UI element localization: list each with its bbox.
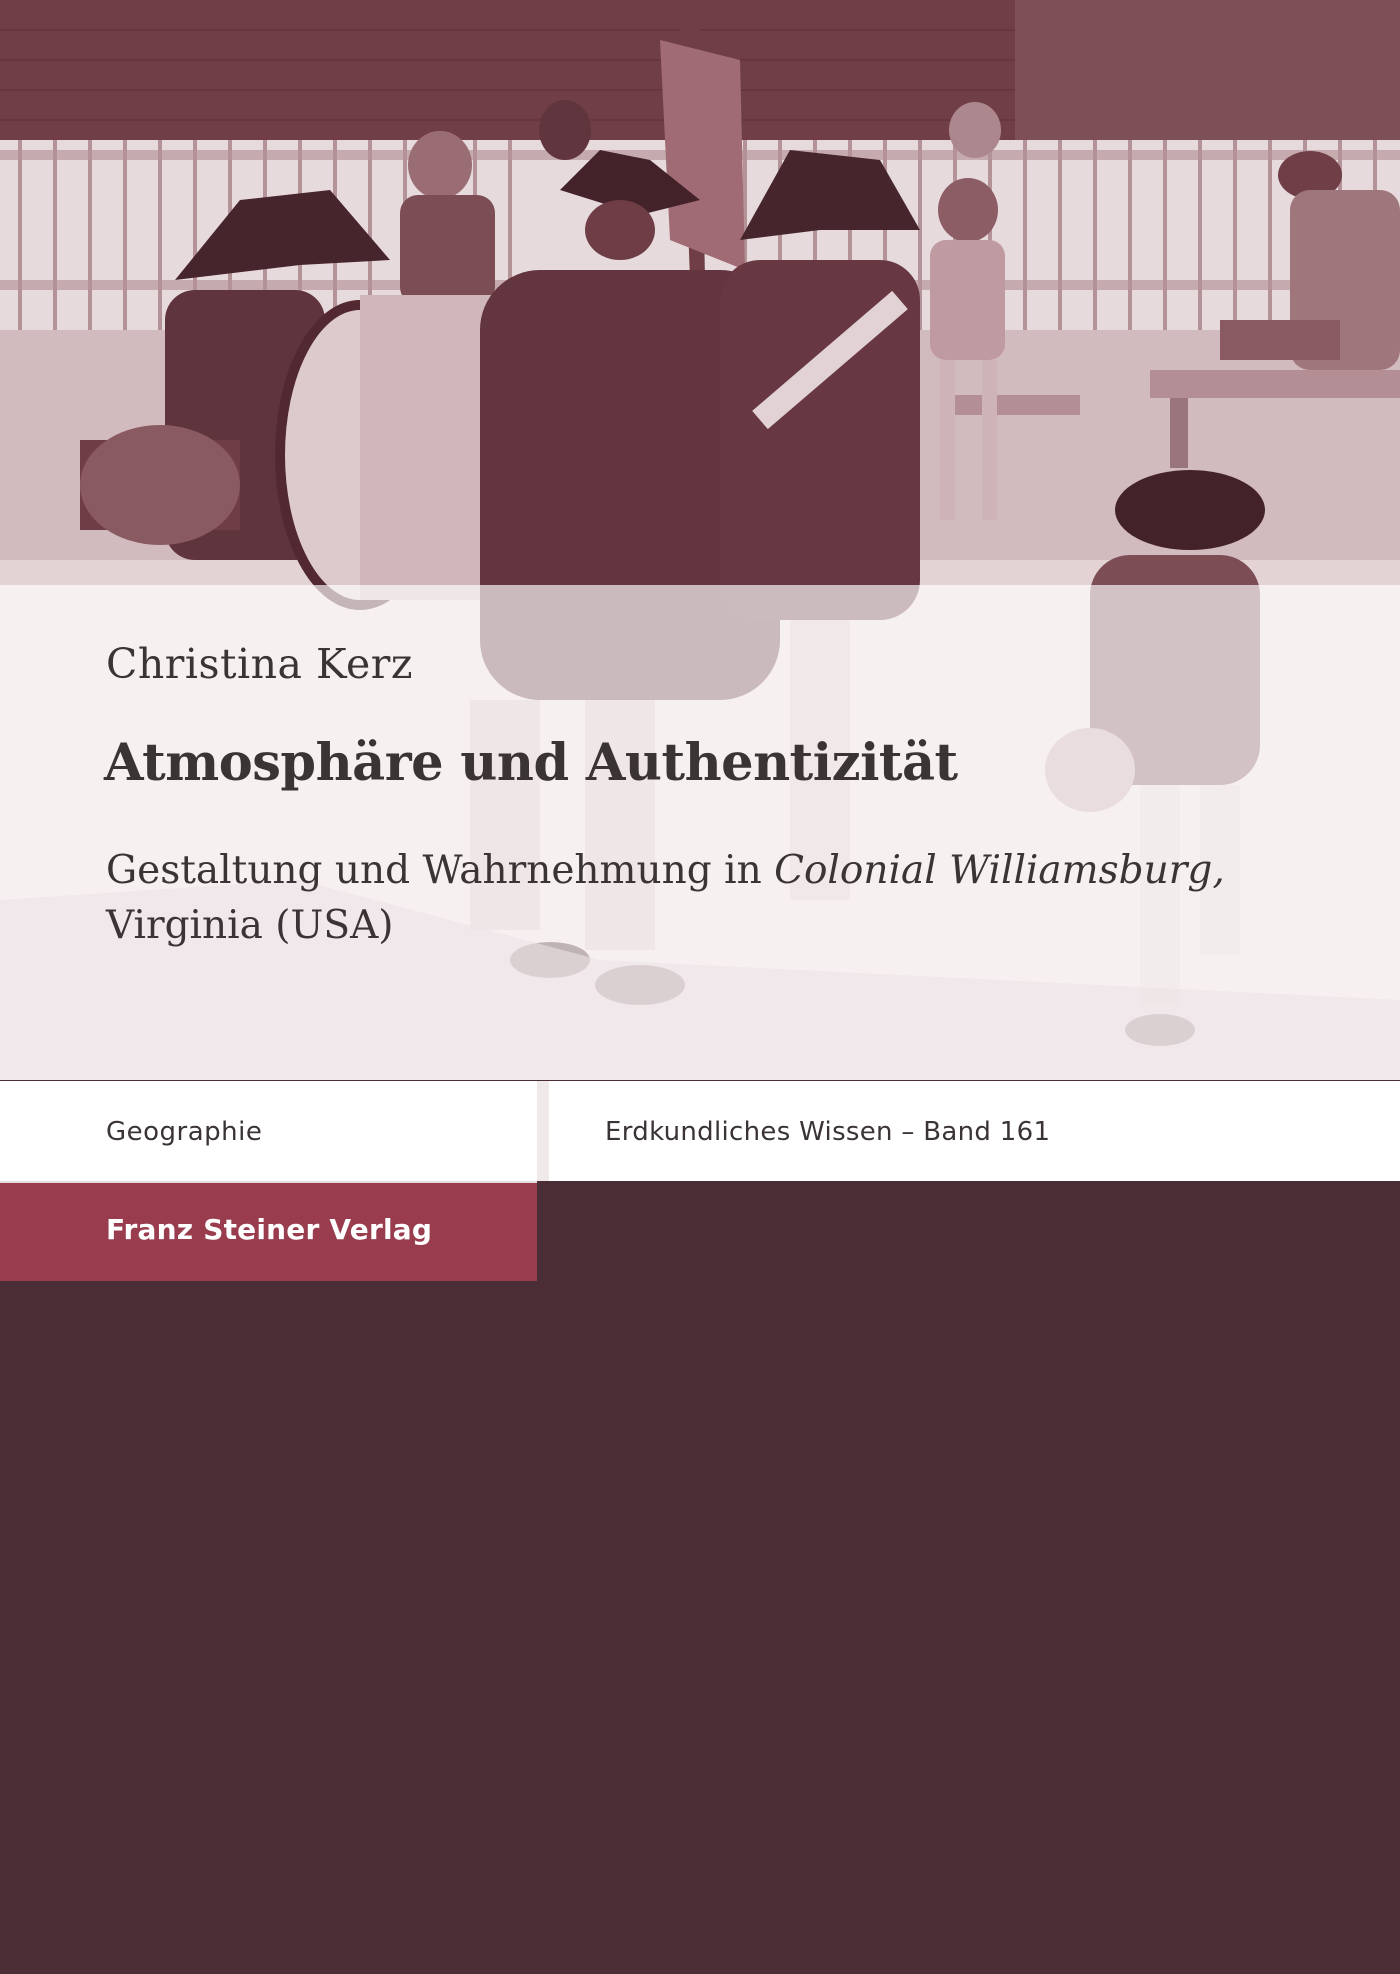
- subject-field: Geographie: [106, 1117, 263, 1147]
- subtitle-text: Gestaltung und Wahrnehmung in: [106, 848, 775, 893]
- subtitle-second-line: Virginia (USA): [106, 903, 394, 948]
- author-name: Christina Kerz: [106, 640, 413, 688]
- publisher-name: Franz Steiner Verlag: [106, 1213, 433, 1246]
- subtitle-italic-text: Colonial Williamsburg,: [774, 848, 1225, 893]
- book-title: Atmosphäre und Authentizität: [104, 733, 958, 793]
- series-label: Erdkundliches Wissen – Band 161: [605, 1117, 1051, 1147]
- book-subtitle: [106, 843, 1306, 953]
- band-divider: [537, 1081, 549, 1181]
